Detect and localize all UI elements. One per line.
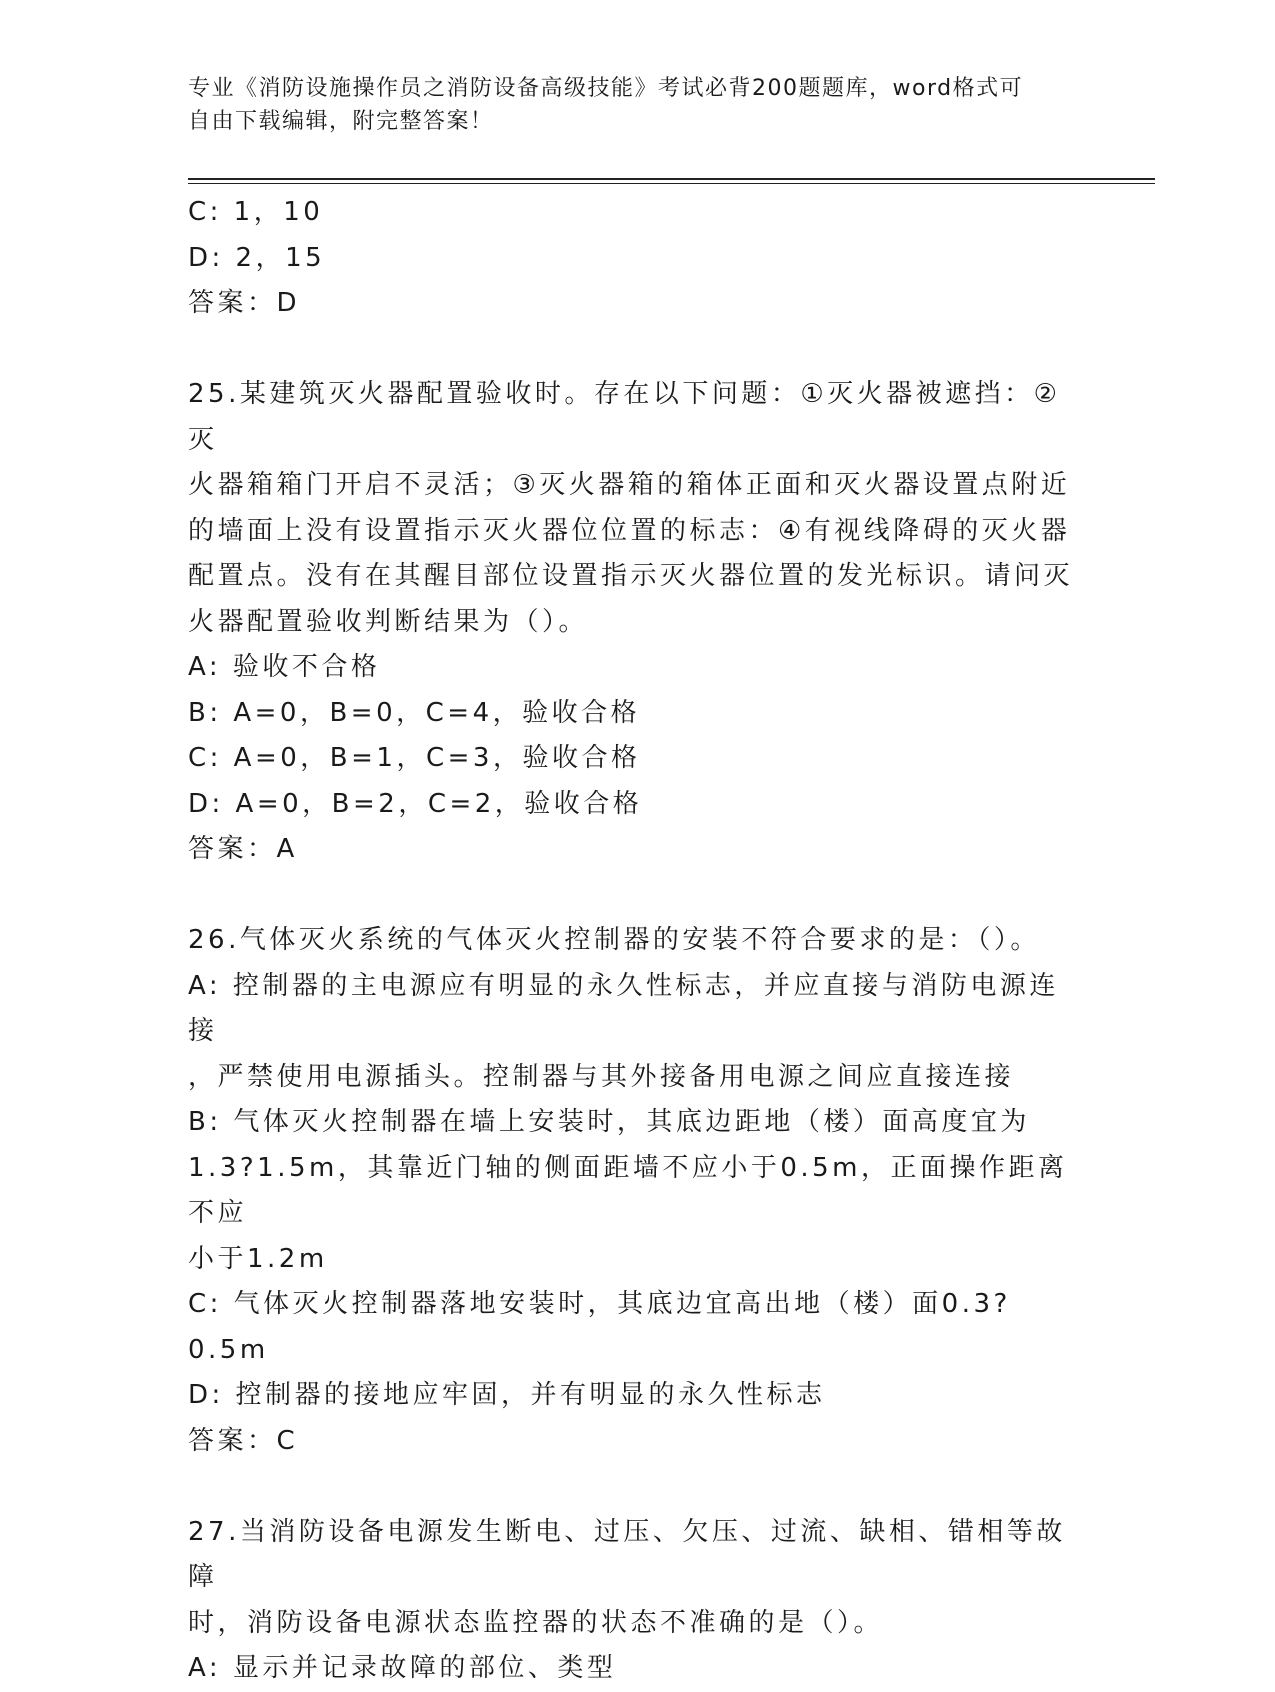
question-text: 的墙面上没有设置指示灭火器位位置的标志：④有视线降碍的灭火器 (188, 515, 1071, 546)
option-line: A: 控制器的主电源应有明显的永久性标志，并应直接与消防电源连接 (188, 970, 1059, 1046)
option-line: D: A=0，B=2，C=2，验收合格 (188, 788, 643, 819)
question-block (188, 1510, 1078, 1692)
option-line: C: A=0，B=1，C=3，验收合格 (188, 743, 641, 773)
option-line: ，严禁使用电源插头。控制器与其外接备用电源之间应直接连接 (188, 1061, 1015, 1092)
answer-line: 答案：D (188, 288, 301, 318)
option-line: C: 1，10 (188, 197, 324, 227)
question-block (188, 918, 1078, 1464)
header-rule-thin (188, 183, 1155, 184)
option-line: A: 验收不合格 (188, 652, 381, 682)
option-line: D: 2，15 (188, 242, 326, 273)
header-line-2: 自由下载编辑，附完整答案！ (188, 109, 494, 134)
question-text: 火器配置验收判断结果为（）。 (188, 606, 589, 637)
spacer (188, 1464, 1078, 1510)
question-text: 配置点。没有在其醒目部位设置指示灭火器位置的发光标识。请问灭 (188, 561, 1074, 591)
question-text: 26.气体灭火系统的气体灭火控制器的安装不符合要求的是：（）。 (188, 925, 1040, 955)
question-block (188, 190, 1078, 327)
header-rule-thick (188, 178, 1155, 180)
option-line: C: 气体灭火控制器落地安装时，其底边宜高出地（楼）面0.3?0.5m (188, 1289, 1011, 1365)
header-line-1: 专业《消防设施操作员之消防设备高级技能》考试必背200题题库，word格式可 (188, 76, 1024, 101)
option-line: 小于1.2m (188, 1243, 328, 1274)
option-line: B: A=0，B=0，C=4，验收合格 (188, 697, 641, 728)
question-text: 25.某建筑灭火器配置验收时。存在以下问题：①灭火器被遮挡：②灭 (188, 379, 1061, 455)
option-line: B: 气体灭火控制器在墙上安装时，其底边距地（楼）面高度宜为 (188, 1107, 1030, 1137)
option-line: 1.3?1.5m，其靠近门轴的侧面距墙不应小于0.5m，正面操作距离不应 (188, 1152, 1068, 1228)
question-text: 时，消防设备电源状态监控器的状态不准确的是（）。 (188, 1607, 884, 1638)
question-content (188, 190, 1078, 1692)
spacer (188, 873, 1078, 919)
answer-line: 答案：A (188, 834, 298, 864)
question-block (188, 372, 1078, 873)
document-header (188, 72, 1068, 138)
spacer (188, 327, 1078, 373)
answer-line: 答案：C (188, 1425, 299, 1456)
question-text: 火器箱箱门开启不灵活；③灭火器箱的箱体正面和灭火器设置点附近 (188, 470, 1071, 500)
question-text: 27.当消防设备电源发生断电、过压、欠压、过流、缺相、错相等故障 (188, 1516, 1066, 1592)
option-line: D: 控制器的接地应牢固，并有明显的永久性标志 (188, 1380, 826, 1410)
option-line: A: 显示并记录故障的部位、类型 (188, 1653, 617, 1683)
